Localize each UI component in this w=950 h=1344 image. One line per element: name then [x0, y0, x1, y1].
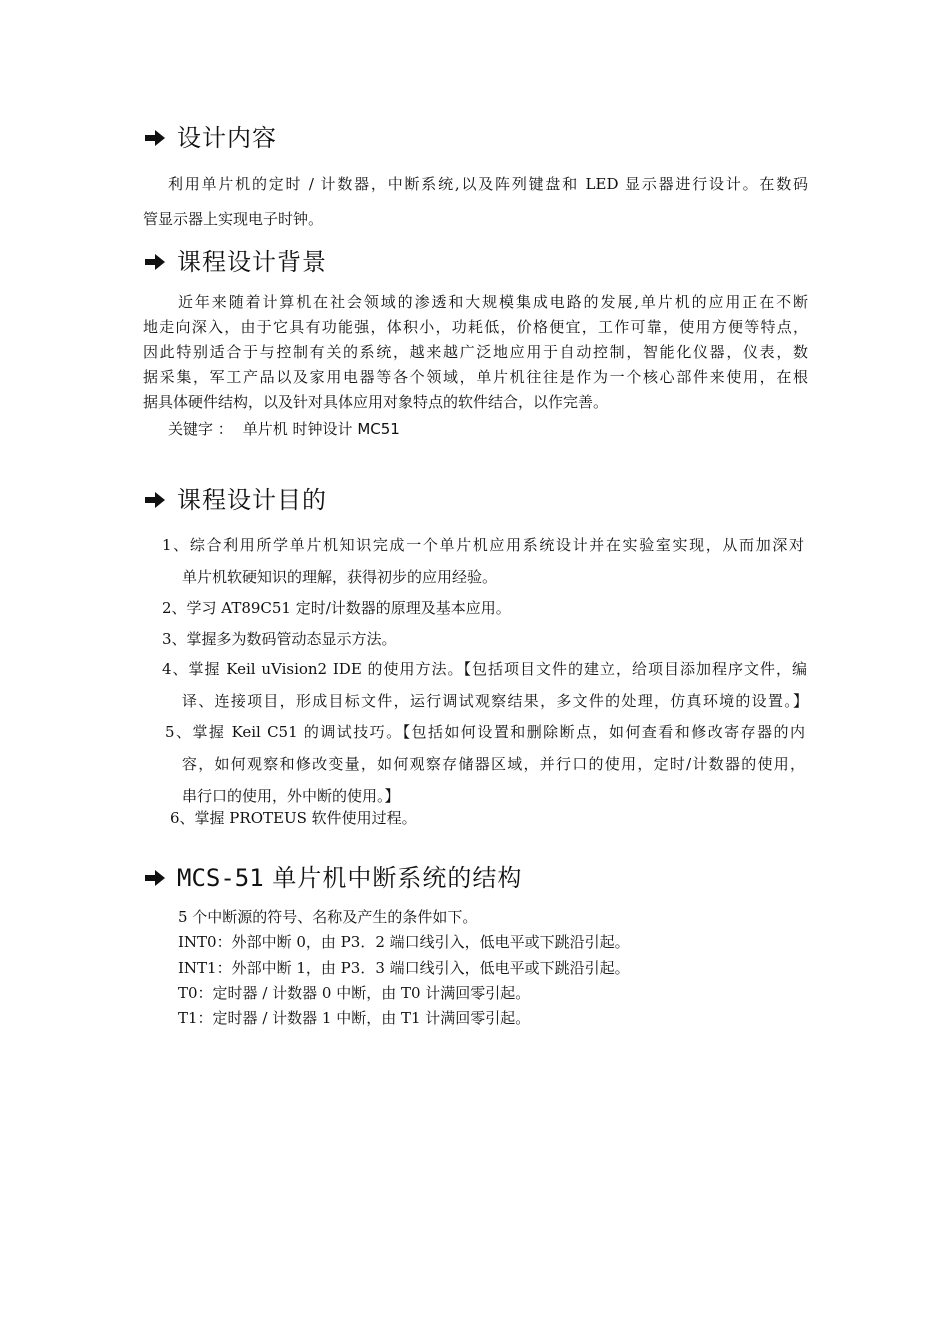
paragraph-line: 5 个中断源的符号、名称及产生的条件如下。: [178, 908, 478, 926]
keywords-line: [168, 418, 400, 439]
right-arrow-icon: [143, 124, 173, 152]
paragraph-line: INT0：外部中断 0，由 P3．2 端口线引入，低电平或下跳沿引起。: [178, 933, 630, 951]
right-arrow-icon: [143, 248, 173, 276]
list-item-continuation: 串行口的使用，外中断的使用。】: [182, 787, 400, 805]
section-heading-course-background: [143, 242, 327, 277]
section-heading-interrupt-structure: [143, 858, 522, 893]
keywords-value: 单片机 时钟设计 MC51: [242, 420, 400, 438]
paragraph-line: T0：定时器 / 计数器 0 中断，由 T0 计满回零引起。: [178, 984, 531, 1002]
section-heading-course-purpose: [143, 480, 327, 515]
list-item-continuation: 单片机软硬知识的理解，获得初步的应用经验。: [182, 568, 498, 586]
paragraph-line: 利用单片机的定时 / 计数器，中断系统,以及阵列键盘和 LED 显示器进行设计。在数码: [168, 175, 808, 193]
paragraph-line: 因此特别适合于与控制有关的系统，越来越广泛地应用于自动控制，智能化仪器，仪表，数: [143, 343, 808, 361]
list-item: 2、学习 AT89C51 定时/计数器的原理及基本应用。: [162, 599, 511, 617]
paragraph-line: 据具体硬件结构，以及针对具体应用对象特点的软件结合，以作完善。: [143, 393, 609, 411]
section-title: 课程设计目的: [177, 486, 327, 514]
right-arrow-icon: [143, 864, 173, 892]
paragraph-line: T1：定时器 / 计数器 1 中断，由 T1 计满回零引起。: [178, 1009, 531, 1027]
list-item: 5、掌握 Keil C51 的调试技巧。【包括如何设置和删除断点，如何查看和修改寄存器的内: [165, 723, 805, 741]
list-item: 6、掌握 PROTEUS 软件使用过程。: [170, 809, 417, 827]
list-item-continuation: 译、连接项目，形成目标文件，运行调试观察结果，多文件的处理，仿真环境的设置。】: [182, 692, 808, 710]
section-heading-design-content: [143, 118, 277, 153]
list-item-continuation: 容，如何观察和修改变量，如何观察存储器区域，并行口的使用，定时/计数器的使用，: [182, 755, 805, 773]
list-item: 1、综合利用所学单片机知识完成一个单片机应用系统设计并在实验室实现，从而加深对: [162, 536, 804, 554]
paragraph-line: 地走向深入，由于它具有功能强，体积小，功耗低，价格便宜，工作可靠，使用方便等特点，: [143, 318, 808, 336]
keywords-label: 关键字 ：: [168, 420, 233, 438]
paragraph-line: INT1：外部中断 1，由 P3．3 端口线引入，低电平或下跳沿引起。: [178, 959, 630, 977]
section-title: 设计内容: [177, 124, 277, 152]
paragraph-line: 据采集，军工产品以及家用电器等各个领域，单片机往往是作为一个核心部件来使用，在根: [143, 368, 808, 386]
section-title: 课程设计背景: [177, 248, 327, 276]
paragraph-line: 近年来随着计算机在社会领域的渗透和大规模集成电路的发展,单片机的应用正在不断: [178, 293, 808, 311]
list-item: 4、掌握 Keil uVision2 IDE 的使用方法。【包括项目文件的建立，给项目添加程序文件，编: [162, 660, 807, 678]
section-title: 单片机中断系统的结构: [263, 864, 523, 892]
right-arrow-icon: [143, 486, 173, 514]
section-title-prefix: MCS-51: [177, 864, 264, 892]
list-item: 3、掌握多为数码管动态显示方法。: [162, 630, 397, 648]
paragraph-line: 管显示器上实现电子时钟。: [143, 210, 324, 228]
